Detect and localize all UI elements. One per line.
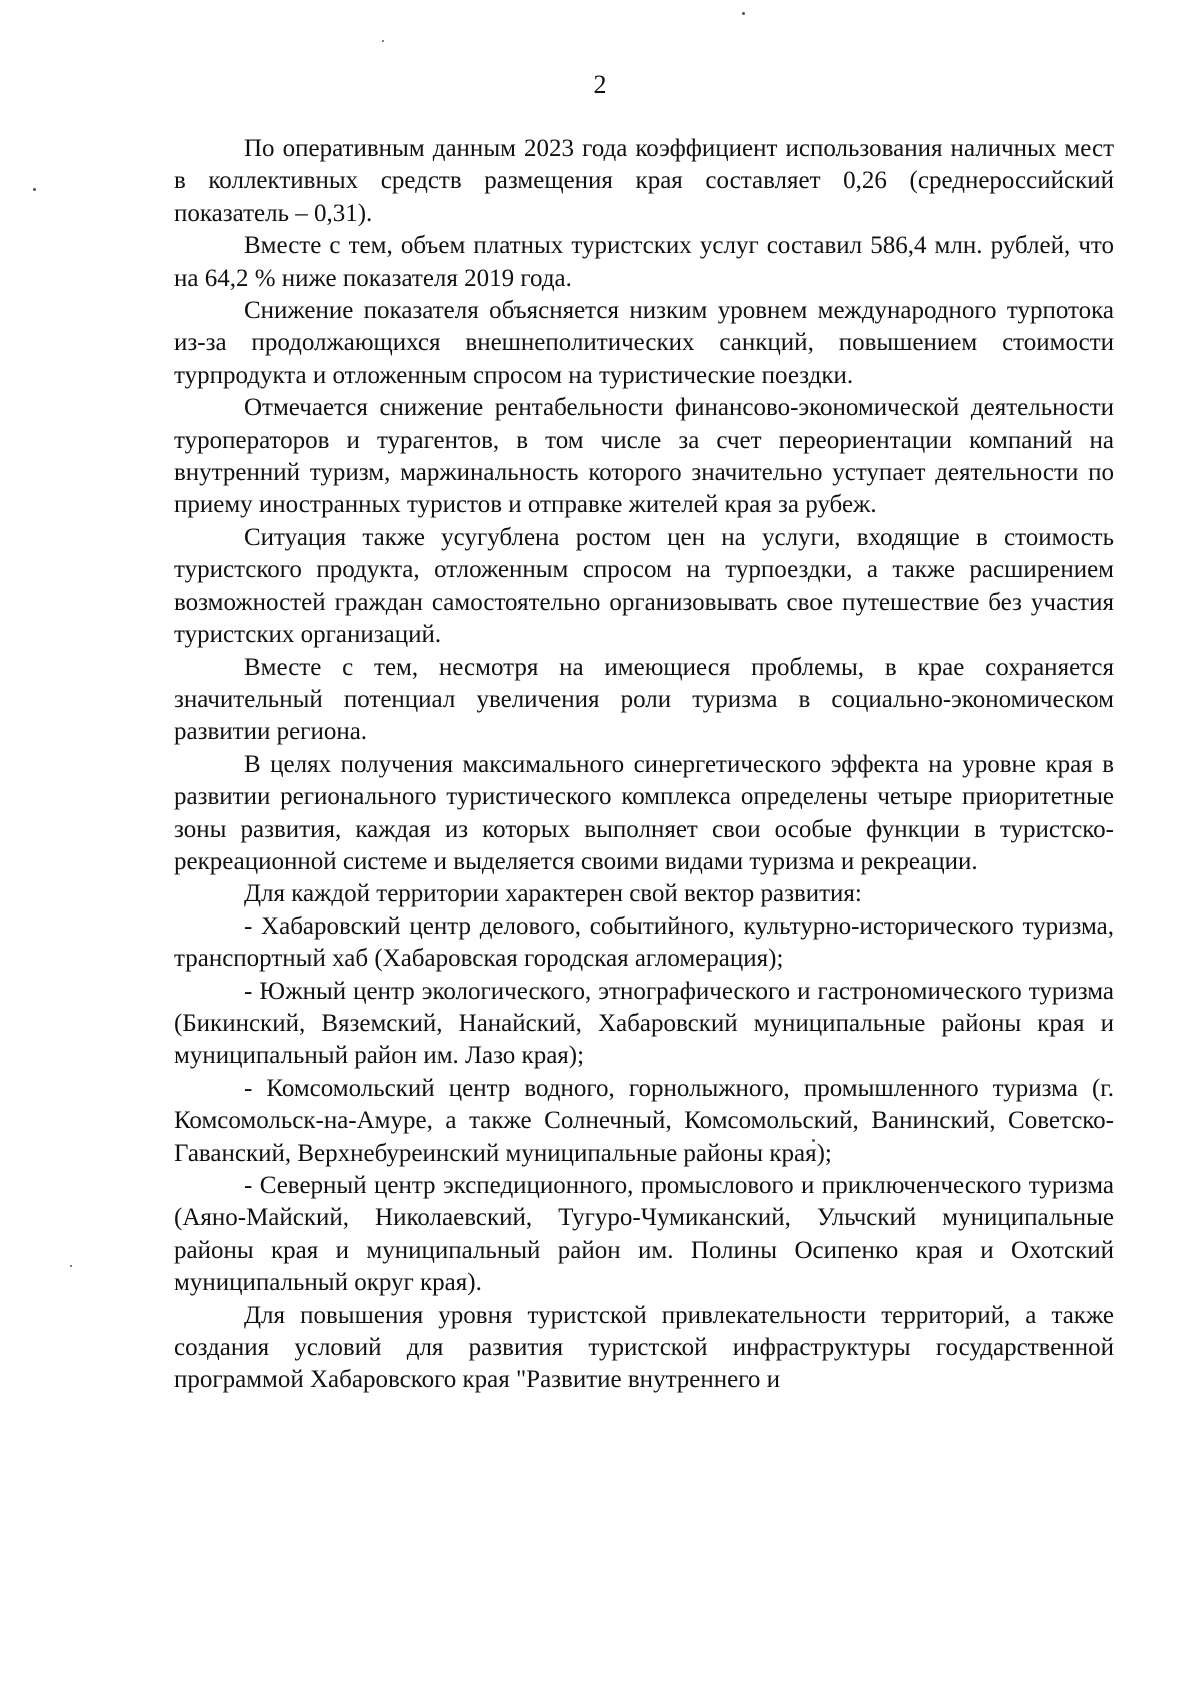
scan-speck bbox=[33, 188, 36, 191]
paragraph: По оперативным данным 2023 года коэффициент использования наличных мест в коллективных средств размещения края составляет 0,26 (среднероссийский показатель – 0,31). bbox=[174, 135, 1114, 227]
list-item: - Хабаровский центр делового, событийного, культурно-исторического туризма, транспортный хаб (Хабаровская городская агломерация); bbox=[174, 912, 1114, 973]
paragraph: Для каждой территории характерен свой вектор развития: bbox=[244, 880, 862, 908]
paragraph: Снижение показателя объясняется низким уровнем международного турпотока из-за продолжающихся внешнеполитических санкций, повышением стоимости турпродукта и отложенным спросом на туристические поездки. bbox=[174, 297, 1114, 389]
paragraph: Отмечается снижение рентабельности финансово-экономической деятельности туроператоров и турагентов, в том числе за счет переориентации компаний на внутренний туризм, маржинальность которого значительно уступает деятельности по приему иностранных туристов и отправке жителей края за рубеж. bbox=[174, 394, 1114, 519]
paragraph: Ситуация также усугублена ростом цен на услуги, входящие в стоимость туристского продукта, отложенным спросом на турпоездки, а также расширением возможностей граждан самостоятельно организовывать свое путешествие без участия туристских организаций. bbox=[174, 523, 1114, 649]
body-text bbox=[174, 133, 1114, 1397]
paragraph: Вместе с тем, объем платных туристских услуг составил 586,4 млн. рублей, что на 64,2 % ниже показателя 2019 года. bbox=[174, 232, 1114, 292]
page-number: 2 bbox=[593, 70, 607, 99]
list-item: - Северный центр экспедиционного, промыслового и приключенческого туризма (Аяно-Майский, Николаевский, Тугуро-Чумиканский, Ульчский муниципальные районы края и муниципальный район им. Полины Осипенко края и Охотский муниципальный округ края). bbox=[174, 1172, 1114, 1297]
scan-speck bbox=[70, 1265, 72, 1267]
paragraph: Для повышения уровня туристской привлекательности территорий, а также создания условий для развития туристской инфраструктуры государственной программой Хабаровского края "Развитие внутреннего и bbox=[174, 1301, 1114, 1394]
scan-speck bbox=[742, 12, 745, 15]
list-item: - Комсомольский центр водного, горнолыжного, промышленного туризма (г. Комсомольск-на-Амуре, а также Солнечный, Комсомольский, Ванинский, Советско-Гаванский, Верхнебуреинский муниципальные районы края); bbox=[174, 1074, 1114, 1167]
scan-speck bbox=[382, 40, 384, 42]
paragraph: В целях получения максимального синергетического эффекта на уровне края в развитии регионального туристического комплекса определены четыре приоритетные зоны развития, каждая из которых выполняет свои особые функции в туристско-рекреационной системе и выделяется своими видами туризма и рекреации. bbox=[174, 750, 1114, 875]
list-item: - Южный центр экологического, этнографического и гастрономического туризма (Бикинский, Вяземский, Нанайский, Хабаровский муниципальные районы края и муниципальный район им. Лазо края); bbox=[174, 977, 1114, 1070]
paragraph: Вместе с тем, несмотря на имеющиеся проблемы, в крае сохраняется значительный потенциал увеличения роли туризма в социально-экономическом развитии региона. bbox=[174, 653, 1114, 746]
